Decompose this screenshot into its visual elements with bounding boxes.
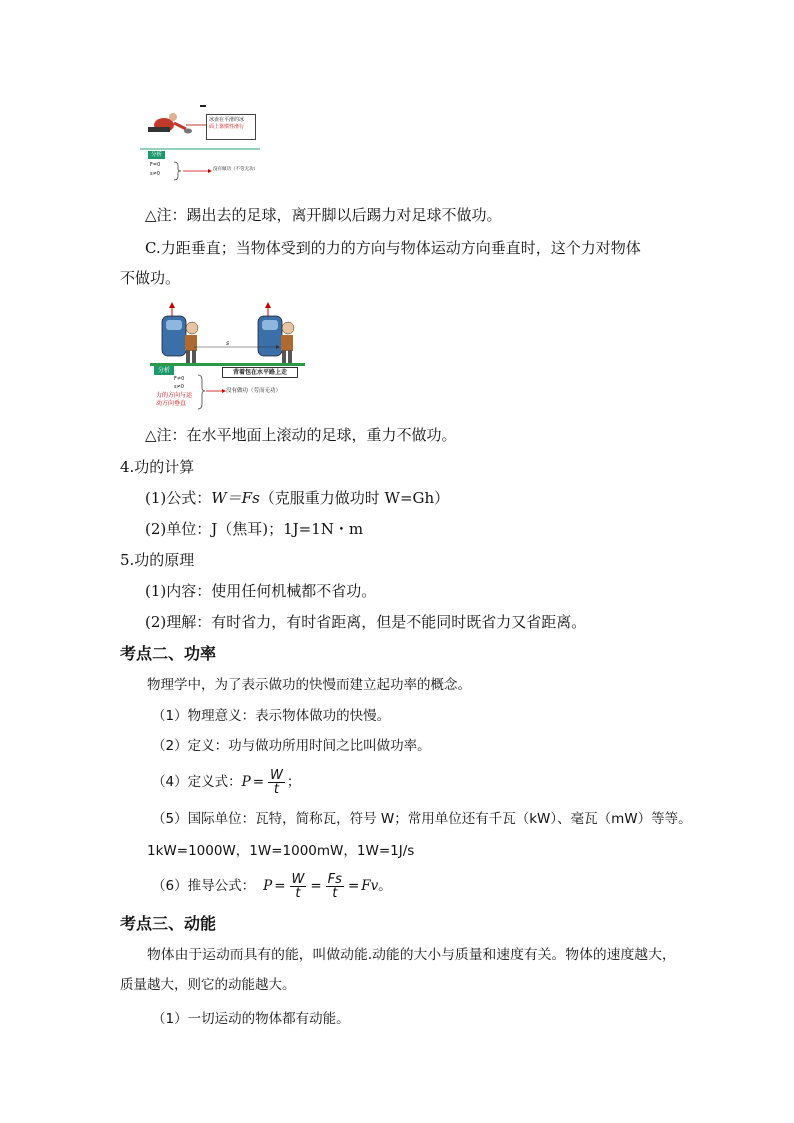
kp2-derived-formula: （6）推导公式： P = $\frac{W}{t}$ = $\frac{Fs}{t}$ = Fv 。: [152, 871, 392, 901]
work-formula: (1)公式：W＝Fs（克服重力做功时 W=Gh）: [145, 489, 450, 507]
result-label: 没有做功（不劳无功）: [213, 167, 258, 172]
curling-caption-box: 冰壶在平滑的冰 面上靠惯性滑行: [206, 114, 256, 140]
analysis-tag: 分析: [154, 366, 174, 375]
kp3-para-line2: 质量越大，则它的动能越大。: [120, 977, 296, 993]
work-unit: (2)单位：J（焦耳)；1J=1N・m: [145, 520, 364, 538]
kp3-para-line1: 物体由于运动而具有的能，叫做动能.动能的大小与质量和速度有关。物体的速度越大，: [147, 947, 676, 963]
condition-distance: s≠0: [174, 384, 184, 390]
displacement-label: s: [226, 340, 230, 347]
condition-distance: s≠0: [150, 171, 160, 177]
condition-force: F=0: [150, 162, 161, 168]
condition-force: F≠0: [174, 376, 185, 382]
principle-understanding: (2)理解：有时省力，有时省距离，但是不能同时既省力又省距离。: [145, 613, 587, 631]
analysis-tag: 分析: [148, 151, 165, 159]
kp2-meaning: （1）物理意义：表示物体做功的快慢。: [152, 708, 391, 724]
kp2-conversion: 1kW=1000W，1W=1000mW，1W=1J/s: [147, 843, 415, 859]
backpack-caption-box: 背着包在水平路上走: [222, 367, 298, 378]
condition-perpendicular: 力的方向与运 动方向垂直: [156, 392, 193, 407]
kp2-defining-formula: （4）定义式： P = $\frac{W}{t}$ ；: [152, 767, 301, 797]
fraction-w-over-t: $\frac{W}{t}$: [270, 767, 283, 797]
fraction-fs-over-t: $\frac{Fs}{t}$: [327, 871, 342, 901]
section-5-title: 5.功的原理: [120, 551, 195, 569]
figure-backpack: [150, 300, 310, 412]
kp3-title: 考点三、动能: [120, 914, 217, 933]
figure-curling: [140, 103, 260, 183]
kp2-unit: （5）国际单位：瓦特，简称瓦，符号 W；常用单位还有千瓦（kW）、毫瓦（mW）等等。: [152, 811, 692, 827]
brace-arrow-icon: [172, 161, 212, 181]
item-c-line2: 不做功。: [120, 269, 181, 287]
kp2-intro: 物理学中，为了表示做功的快慢而建立起功率的概念。: [147, 677, 471, 693]
kp2-definition: （2）定义：功与做功所用时间之比叫做功率。: [152, 738, 431, 754]
item-c-line1: C.力距垂直；当物体受到的力的方向与物体运动方向垂直时，这个力对物体: [145, 239, 641, 257]
kp3-item1: （1）一切运动的物体都有动能。: [152, 1011, 350, 1027]
section-4-title: 4.功的计算: [120, 458, 195, 476]
fraction-w-over-t: $\frac{W}{t}$: [291, 871, 305, 901]
note-football-kick: △注：踢出去的足球，离开脚以后踢力对足球不做功。: [145, 206, 502, 224]
kp2-title: 考点二、功率: [120, 644, 217, 663]
note-football-roll: △注：在水平地面上滚动的足球，重力不做功。: [145, 426, 457, 444]
brace-arrow-icon: [196, 374, 226, 410]
result-label: 没有做功（劳而无功）: [226, 388, 282, 394]
principle-content: (1)内容：使用任何机械都不省功。: [145, 582, 377, 600]
